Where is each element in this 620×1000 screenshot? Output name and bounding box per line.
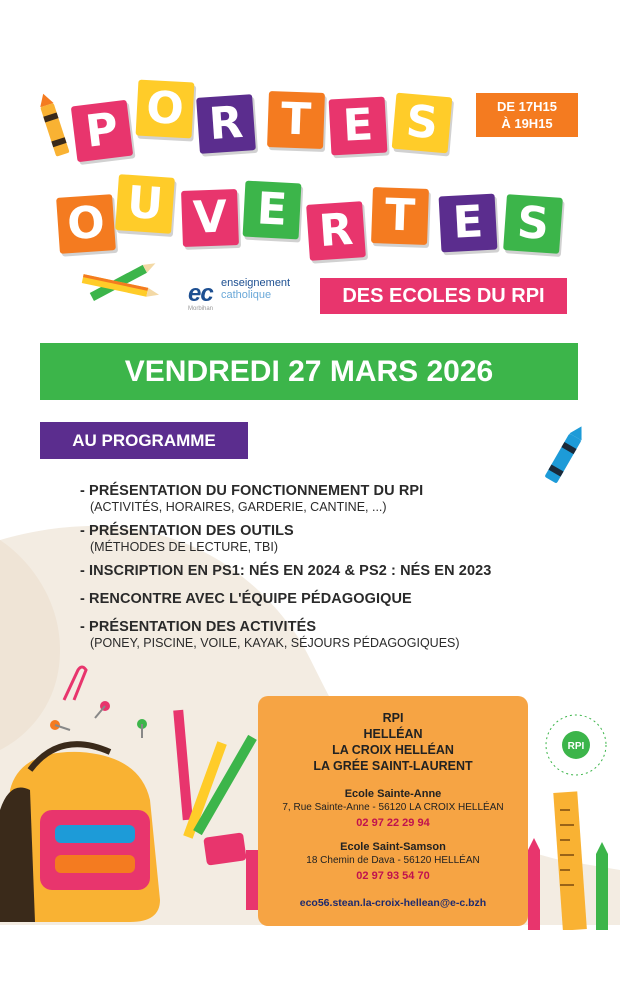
title-tile: E bbox=[243, 181, 302, 240]
logo-sub: Morbihan bbox=[188, 306, 214, 312]
school-supplies-illustration bbox=[0, 660, 260, 930]
crayon-illustration bbox=[540, 420, 590, 490]
title-tile: S bbox=[392, 93, 453, 154]
ec-logo-text bbox=[221, 277, 290, 301]
title-tile: R bbox=[306, 201, 366, 261]
list-item bbox=[80, 483, 600, 514]
list-item bbox=[80, 591, 600, 607]
program-list bbox=[80, 483, 600, 659]
title-tile: S bbox=[503, 194, 563, 254]
rpi-line: LA CROIX HELLÉAN bbox=[332, 743, 454, 757]
title-tile: O bbox=[56, 194, 116, 254]
subtitle-banner: DES ECOLES DU RPI bbox=[320, 278, 567, 314]
item-title: - PRÉSENTATION DU FONCTIONNEMENT DU RPI bbox=[80, 483, 424, 499]
title-tile: E bbox=[439, 194, 498, 253]
rpi-line: LA GRÉE SAINT-LAURENT bbox=[313, 759, 473, 773]
item-title: - INSCRIPTION EN PS1: NÉS EN 2024 & PS2 : NÉS EN 2023 bbox=[80, 563, 492, 579]
list-item bbox=[80, 619, 600, 650]
item-title: - RENCONTRE AVEC L'ÉQUIPE PÉDAGOGIQUE bbox=[80, 591, 412, 607]
item-title: - PRÉSENTATION DES ACTIVITÉS bbox=[80, 619, 317, 635]
item-detail: (ACTIVITÉS, HORAIRES, GARDERIE, CANTINE, ...) bbox=[90, 500, 387, 514]
school-address: 18 Chemin de Dava - 56120 HELLÉAN bbox=[306, 855, 480, 866]
list-item bbox=[80, 523, 600, 554]
hours-line-1: DE 17H15 bbox=[497, 99, 557, 114]
school-address: 7, Rue Sainte-Anne - 56120 LA CROIX HELLÉAN bbox=[282, 802, 504, 813]
ruler-pencils-illustration bbox=[520, 780, 620, 930]
ec-logo-mark: ec bbox=[188, 280, 213, 307]
title-tile: T bbox=[267, 91, 325, 149]
item-detail: (MÉTHODES DE LECTURE, TBI) bbox=[90, 540, 278, 554]
title-tile: R bbox=[196, 94, 256, 154]
school-phone: 02 97 22 29 94 bbox=[356, 817, 430, 829]
program-heading: AU PROGRAMME bbox=[40, 422, 248, 459]
list-item bbox=[80, 563, 600, 579]
school-name: Ecole Saint-Samson bbox=[340, 841, 446, 853]
title-tile: P bbox=[71, 100, 133, 162]
title-tile: E bbox=[329, 97, 388, 156]
rpi-names bbox=[258, 710, 528, 774]
crayon-illustration bbox=[34, 92, 74, 162]
item-detail: (PONEY, PISCINE, VOILE, KAYAK, SÉJOURS PÉDAGOGIQUES) bbox=[90, 636, 460, 650]
logo-line-2: catholique bbox=[221, 289, 272, 301]
hours-badge bbox=[476, 93, 578, 137]
rpi-line: RPI bbox=[382, 711, 404, 725]
logo-line-1: enseignement bbox=[221, 277, 291, 289]
badge-label: RPI bbox=[567, 741, 585, 752]
contact-email: eco56.stean.la-croix-hellean@e-c.bzh bbox=[299, 897, 487, 909]
rpi-line: HELLÉAN bbox=[363, 727, 423, 741]
rpi-badge bbox=[540, 712, 612, 778]
title-tile: U bbox=[115, 174, 175, 234]
event-date-banner: VENDREDI 27 MARS 2026 bbox=[40, 343, 578, 400]
school-phone: 02 97 93 54 70 bbox=[356, 870, 430, 882]
hours-line-2: À 19H15 bbox=[501, 116, 553, 131]
school-name: Ecole Sainte-Anne bbox=[344, 788, 442, 800]
pencils-illustration bbox=[70, 256, 170, 316]
title-tile: O bbox=[136, 80, 195, 139]
title-tile: V bbox=[181, 189, 239, 247]
title-tile: T bbox=[371, 187, 429, 245]
contact-card bbox=[258, 696, 528, 926]
item-title: - PRÉSENTATION DES OUTILS bbox=[80, 523, 294, 539]
